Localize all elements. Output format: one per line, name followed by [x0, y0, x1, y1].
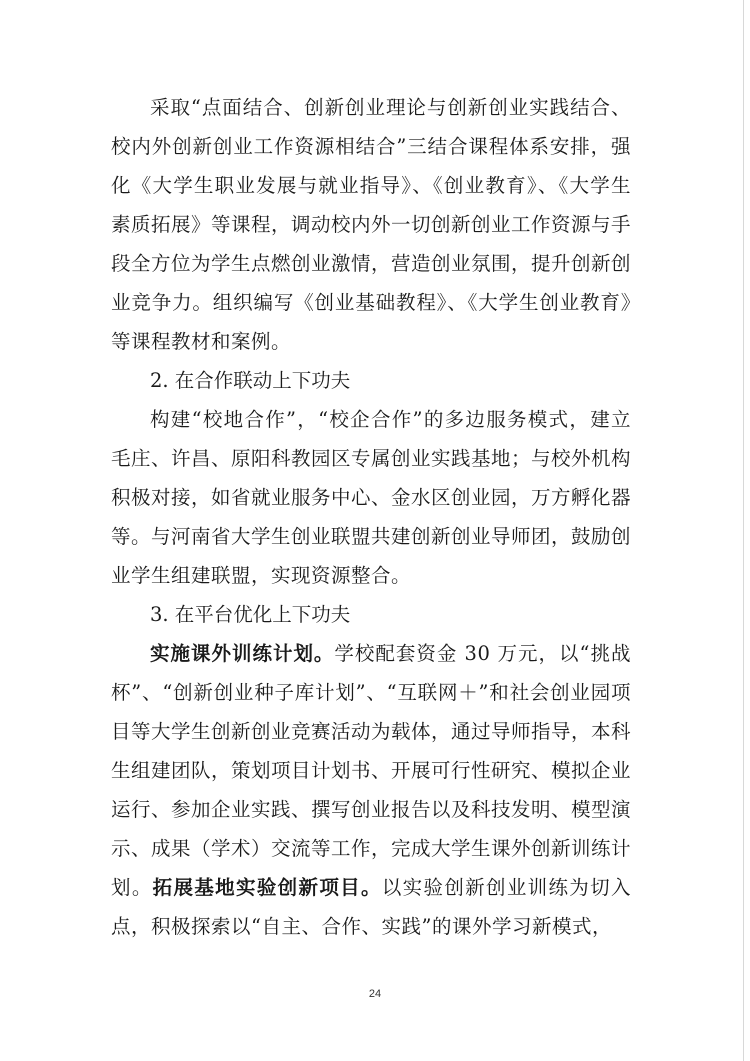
paragraph-platform	[111, 634, 631, 946]
scan-edge-line	[743, 0, 744, 1061]
heading-platform: 3. 在平台优化上下功夫	[150, 603, 351, 626]
heading-cooperation: 2. 在合作联动上下功夫	[150, 369, 351, 392]
bold-lead-base-projects: 拓展基地实验创新项目。	[152, 876, 382, 899]
paragraph-cooperation: 构建“校地合作”，“校企合作”的多边服务模式，建立毛庄、许昌、原阳科教园区专属创业实践基地；与校外机构积极对接，如省就业服务中心、金水区创业园，万方孵化器等。与河南省大学生创业联盟共建创新创业导师团，鼓励创业学生组建联盟，实现资源整合。	[111, 408, 632, 587]
text-training-plan: 学校配套资金 30 万元，以“挑战杯”、“创新创业种子库计划”、“互联网＋”和社会创业园项目等大学生创新创业竞赛活动为载体，通过导师指导，本科生组建团队，策划项目计划书、开展可行性研究、模拟企业运行、参加企业实践、撰写创业报告以及科技发明、模型演示、成果（学术）交流等工作，完成大学生课外创新训练计划。	[111, 642, 632, 899]
page-number: 24	[368, 988, 382, 1000]
text-base-projects: 以实验创新创业训练为切入点，积极探索以“自主、合作、实践”的课外学习新模式，	[111, 876, 631, 938]
bold-lead-training-plan: 实施课外训练计划。	[150, 642, 335, 665]
paragraph-curriculum: 采取“点面结合、创新创业理论与创新创业实践结合、校内外创新创业工作资源相结合”三结合课程体系安排，强化《大学生职业发展与就业指导》、《创业教育》、《大学生素质拓展》等课程，调动校内外一切创新创业工作资源与手段全方位为学生点燃创业激情，营造创业氛围，提升创新创业竞争力。组织编写《创业基础教程》、《大学生创业教育》等课程教材和案例。	[111, 96, 632, 353]
body-text	[111, 88, 631, 946]
